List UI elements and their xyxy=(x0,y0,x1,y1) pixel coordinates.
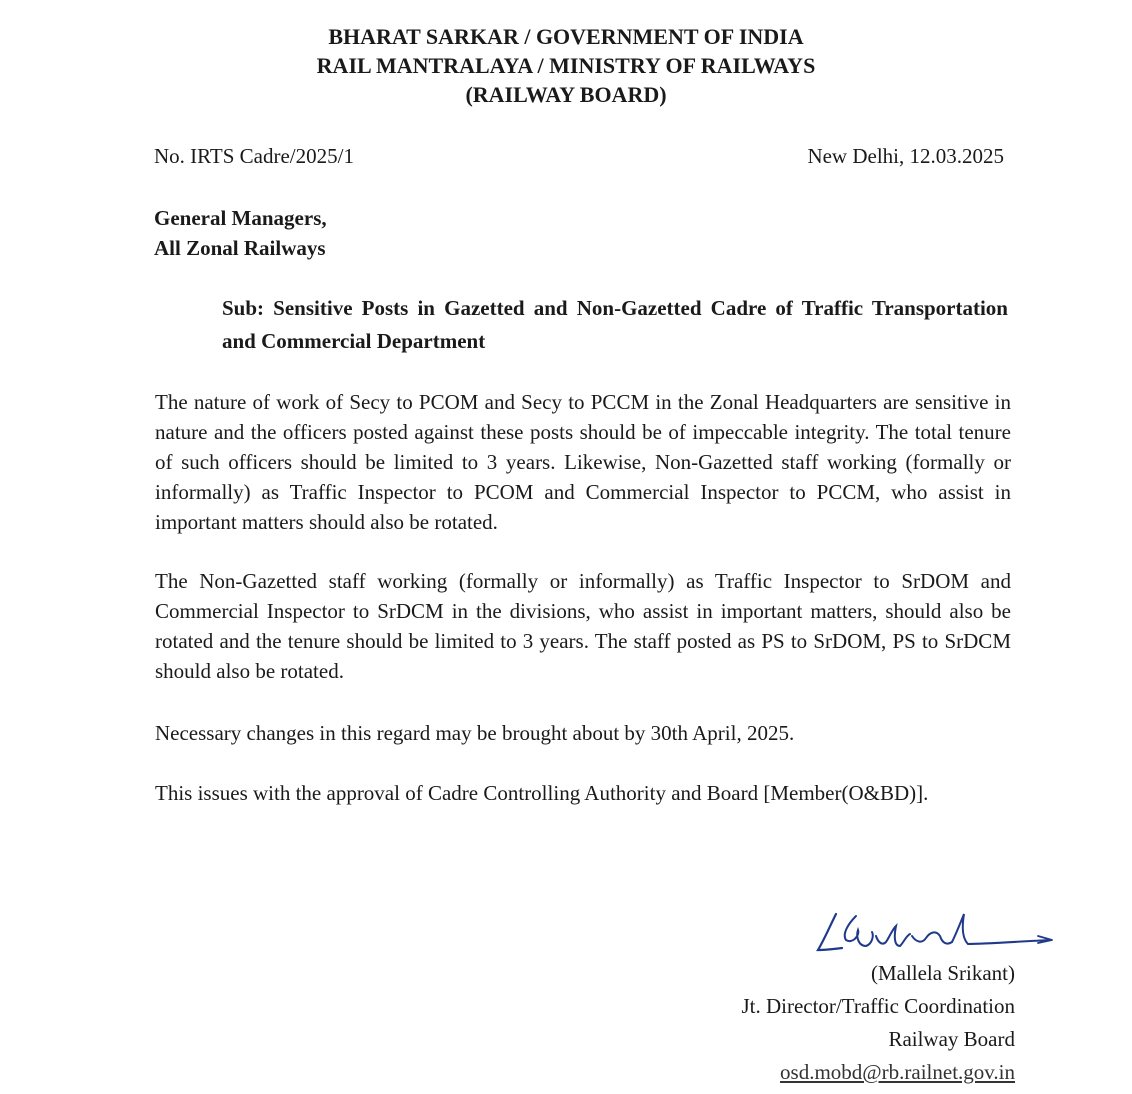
addressee xyxy=(154,203,327,263)
signatory-designation: Jt. Director/Traffic Coordination xyxy=(741,994,1015,1018)
letter-header xyxy=(0,22,1132,109)
signature-block xyxy=(741,957,1015,1089)
body-paragraph-1: The nature of work of Secy to PCOM and Secy to PCCM in the Zonal Headquarters are sensitive in nature and the officers posted against these posts should be of impeccable integrity. The total tenure of such officers should be limited to 3 years. Likewise, Non-Gazetted staff working (formally or informally) as Traffic Inspector to PCOM and Commercial Inspector to PCCM, who assist in important matters should also be rotated. xyxy=(155,390,1011,534)
addressee-line-1: General Managers, xyxy=(154,206,327,230)
body-paragraph-4: This issues with the approval of Cadre Controlling Authority and Board [Member(O&BD)]. xyxy=(155,781,929,805)
body-paragraph-2: The Non-Gazetted staff working (formally or informally) as Traffic Inspector to SrDOM and Commercial Inspector to SrDCM in the divisions, who assist in important matters, should also be rotated and the tenure should be limited to 3 years. The staff posted as PS to SrDOM, PS to SrDCM should also be rotated. xyxy=(155,569,1011,683)
addressee-line-2: All Zonal Railways xyxy=(154,236,326,260)
header-government: BHARAT SARKAR / GOVERNMENT OF INDIA xyxy=(328,24,804,49)
reference-number: No. IRTS Cadre/2025/1 xyxy=(154,144,354,168)
place-date: New Delhi, 12.03.2025 xyxy=(807,144,1004,168)
signatory-email-link[interactable]: osd.mobd@rb.railnet.gov.in xyxy=(780,1060,1015,1084)
header-ministry: RAIL MANTRALAYA / MINISTRY OF RAILWAYS xyxy=(316,53,816,78)
header-board: (RAILWAY BOARD) xyxy=(465,82,667,107)
handwritten-signature xyxy=(812,906,1062,956)
signatory-name: (Mallela Srikant) xyxy=(870,961,1015,985)
body-paragraph-3: Necessary changes in this regard may be brought about by 30th April, 2025. xyxy=(155,721,795,745)
subject-line: Sub: Sensitive Posts in Gazetted and Non-Gazetted Cadre of Traffic Transportation and Commercial Department xyxy=(222,296,1008,353)
signatory-office: Railway Board xyxy=(888,1027,1015,1051)
